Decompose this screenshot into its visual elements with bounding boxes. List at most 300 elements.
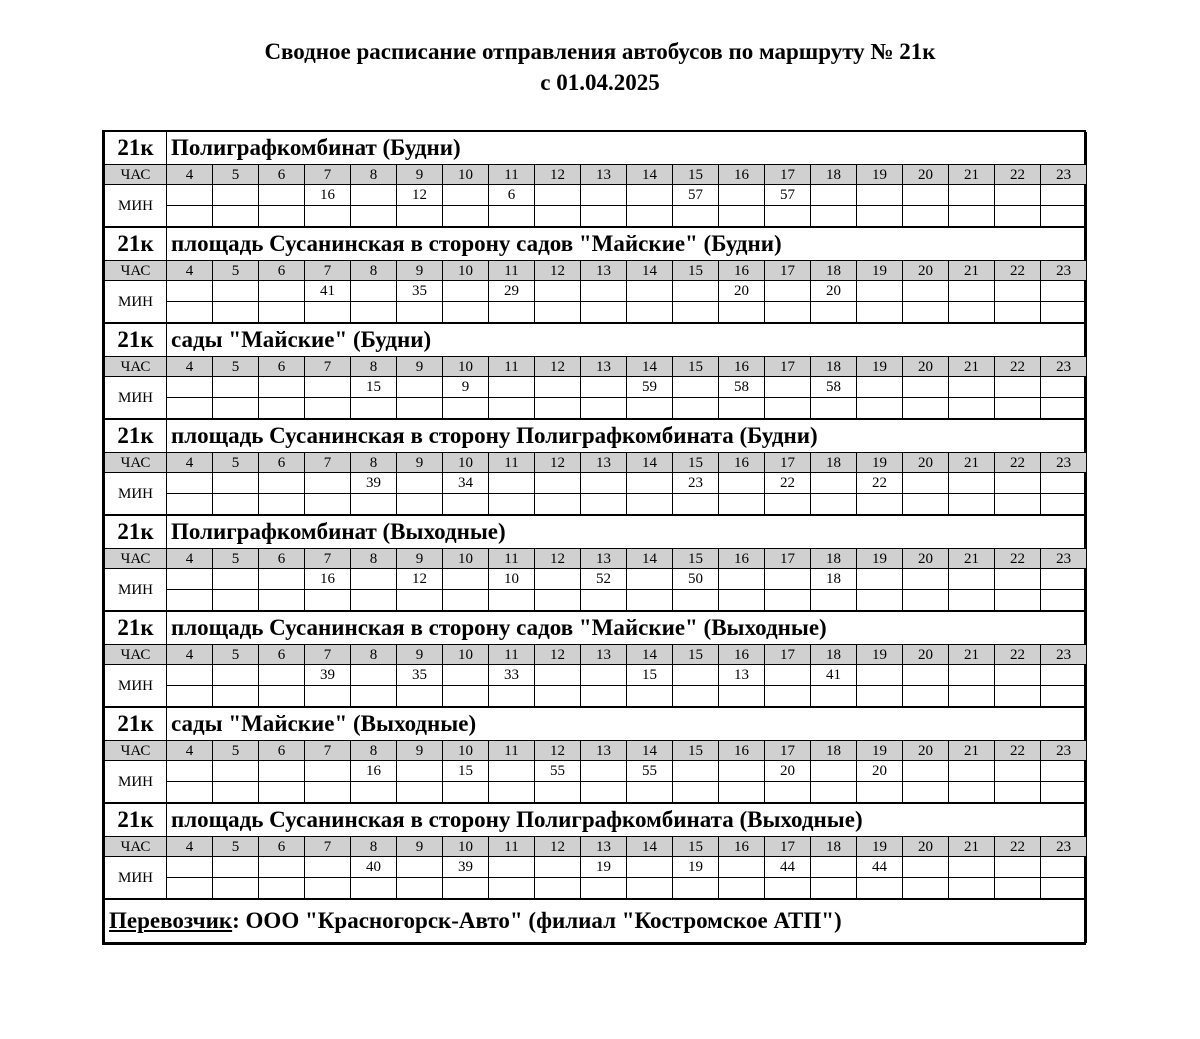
- hour-cell: 19: [857, 549, 903, 569]
- hour-cell: 6: [259, 837, 305, 857]
- minute-cell: [1041, 281, 1087, 302]
- minute-cell-empty: [351, 590, 397, 612]
- minute-cell: [535, 185, 581, 206]
- hour-cell: 9: [397, 645, 443, 665]
- minute-cell: [673, 377, 719, 398]
- minute-cell-empty: [765, 206, 811, 228]
- hour-cell: 4: [167, 453, 213, 473]
- minute-cell: [995, 281, 1041, 302]
- minute-cell-empty: [673, 686, 719, 708]
- minute-cell: [719, 857, 765, 878]
- minutes-row-extra: [105, 206, 1087, 228]
- minute-cell-empty: [765, 782, 811, 804]
- minute-cell-empty: [627, 494, 673, 516]
- minute-cell: [489, 761, 535, 782]
- minute-label: МИН: [105, 665, 167, 708]
- minute-cell-empty: [167, 686, 213, 708]
- minute-cell: [351, 185, 397, 206]
- minute-cell-empty: [811, 494, 857, 516]
- hour-cell: 13: [581, 261, 627, 281]
- hour-cell: 21: [949, 549, 995, 569]
- minute-cell-empty: [443, 782, 489, 804]
- minute-cell-empty: [719, 302, 765, 324]
- minute-cell-empty: [443, 878, 489, 900]
- hour-cell: 21: [949, 165, 995, 185]
- minutes-row: [105, 281, 1087, 302]
- minute-cell-empty: [811, 206, 857, 228]
- hour-cell: 18: [811, 261, 857, 281]
- hour-cell: 21: [949, 261, 995, 281]
- minute-cell-empty: [305, 878, 351, 900]
- minute-cell: [305, 473, 351, 494]
- minute-cell: [765, 569, 811, 590]
- hour-cell: 16: [719, 165, 765, 185]
- hour-cell: 12: [535, 261, 581, 281]
- stop-name: Полиграфкомбинат (Выходные): [167, 515, 1087, 549]
- minute-cell-empty: [305, 686, 351, 708]
- hour-cell: 9: [397, 741, 443, 761]
- hour-label: ЧАС: [105, 453, 167, 473]
- minutes-row-extra: [105, 686, 1087, 708]
- minute-cell-empty: [535, 302, 581, 324]
- minute-cell: 19: [581, 857, 627, 878]
- hour-cell: 12: [535, 453, 581, 473]
- minute-cell-empty: [627, 878, 673, 900]
- minute-cell-empty: [857, 686, 903, 708]
- hour-cell: 16: [719, 741, 765, 761]
- minute-cell-empty: [535, 686, 581, 708]
- minute-cell: [489, 473, 535, 494]
- hour-cell: 4: [167, 261, 213, 281]
- minute-cell: [489, 857, 535, 878]
- hour-cell: 23: [1041, 357, 1087, 377]
- minute-cell-empty: [857, 206, 903, 228]
- minute-cell-empty: [443, 590, 489, 612]
- minutes-row: [105, 473, 1087, 494]
- hour-cell: 9: [397, 837, 443, 857]
- minute-cell: [213, 569, 259, 590]
- hours-row: [105, 261, 1087, 281]
- hour-cell: 12: [535, 357, 581, 377]
- minute-cell: [397, 377, 443, 398]
- minute-cell-empty: [535, 590, 581, 612]
- minute-cell: [1041, 761, 1087, 782]
- hour-cell: 10: [443, 165, 489, 185]
- minute-cell-empty: [397, 494, 443, 516]
- hour-cell: 12: [535, 645, 581, 665]
- minute-cell-empty: [719, 494, 765, 516]
- minute-cell-empty: [903, 206, 949, 228]
- minute-cell-empty: [949, 782, 995, 804]
- hour-cell: 5: [213, 837, 259, 857]
- hour-cell: 6: [259, 261, 305, 281]
- minutes-row: [105, 665, 1087, 686]
- minute-cell-empty: [489, 494, 535, 516]
- hour-cell: 21: [949, 741, 995, 761]
- minute-label: МИН: [105, 761, 167, 804]
- hour-cell: 11: [489, 741, 535, 761]
- minute-cell: [259, 281, 305, 302]
- minute-cell: 58: [811, 377, 857, 398]
- hour-cell: 14: [627, 453, 673, 473]
- minute-cell-empty: [535, 398, 581, 420]
- hour-cell: 13: [581, 453, 627, 473]
- minute-cell: [995, 377, 1041, 398]
- minute-cell-empty: [351, 878, 397, 900]
- minute-cell-empty: [167, 782, 213, 804]
- hour-cell: 22: [995, 645, 1041, 665]
- minute-cell-empty: [489, 782, 535, 804]
- minute-cell: [995, 569, 1041, 590]
- minute-cell: [949, 665, 995, 686]
- minute-cell: [259, 569, 305, 590]
- minute-cell: [857, 665, 903, 686]
- minute-cell: 41: [811, 665, 857, 686]
- hour-cell: 7: [305, 741, 351, 761]
- minute-cell-empty: [949, 590, 995, 612]
- minute-label: МИН: [105, 185, 167, 228]
- hour-cell: 13: [581, 549, 627, 569]
- hour-cell: 5: [213, 549, 259, 569]
- hour-cell: 16: [719, 261, 765, 281]
- hour-cell: 17: [765, 453, 811, 473]
- minute-cell: 44: [765, 857, 811, 878]
- minute-cell: [903, 473, 949, 494]
- hour-cell: 17: [765, 165, 811, 185]
- hour-cell: 18: [811, 549, 857, 569]
- minute-cell: [903, 377, 949, 398]
- minute-cell-empty: [305, 782, 351, 804]
- minute-cell-empty: [305, 302, 351, 324]
- minute-cell-empty: [995, 590, 1041, 612]
- minute-cell: 55: [535, 761, 581, 782]
- hour-cell: 8: [351, 165, 397, 185]
- minute-cell: [673, 281, 719, 302]
- minute-cell-empty: [443, 686, 489, 708]
- minute-cell: [443, 185, 489, 206]
- hour-cell: 8: [351, 549, 397, 569]
- hour-cell: 4: [167, 837, 213, 857]
- minute-cell-empty: [627, 206, 673, 228]
- hour-cell: 11: [489, 837, 535, 857]
- hour-cell: 5: [213, 741, 259, 761]
- minute-cell: [857, 377, 903, 398]
- carrier-row: [105, 899, 1087, 943]
- minute-cell: [167, 761, 213, 782]
- hour-cell: 17: [765, 261, 811, 281]
- minute-cell-empty: [811, 686, 857, 708]
- minute-cell: 20: [719, 281, 765, 302]
- minute-cell-empty: [443, 302, 489, 324]
- minute-cell: [1041, 569, 1087, 590]
- minute-cell-empty: [213, 206, 259, 228]
- hour-cell: 20: [903, 837, 949, 857]
- minute-cell-empty: [719, 590, 765, 612]
- minute-cell: [811, 185, 857, 206]
- minute-cell: 22: [857, 473, 903, 494]
- hour-cell: 17: [765, 549, 811, 569]
- minute-cell: [259, 473, 305, 494]
- minute-cell-empty: [535, 782, 581, 804]
- hour-cell: 8: [351, 837, 397, 857]
- minute-cell: 10: [489, 569, 535, 590]
- hour-cell: 6: [259, 549, 305, 569]
- hour-cell: 15: [673, 261, 719, 281]
- route-number: 21к: [105, 419, 167, 453]
- hour-cell: 11: [489, 261, 535, 281]
- minute-cell: [857, 185, 903, 206]
- minute-cell-empty: [1041, 878, 1087, 900]
- minute-cell: [627, 185, 673, 206]
- route-number: 21к: [105, 132, 167, 165]
- minute-cell-empty: [443, 398, 489, 420]
- hour-cell: 8: [351, 453, 397, 473]
- minute-cell: [1041, 473, 1087, 494]
- minute-cell-empty: [535, 494, 581, 516]
- hour-cell: 14: [627, 549, 673, 569]
- route-number: 21к: [105, 611, 167, 645]
- minute-cell: [627, 857, 673, 878]
- hour-cell: 5: [213, 645, 259, 665]
- hour-cell: 5: [213, 357, 259, 377]
- minute-cell-empty: [259, 878, 305, 900]
- hour-cell: 14: [627, 837, 673, 857]
- hour-cell: 11: [489, 357, 535, 377]
- hour-cell: 22: [995, 165, 1041, 185]
- minute-cell-empty: [351, 686, 397, 708]
- minute-cell: 16: [351, 761, 397, 782]
- minute-cell-empty: [811, 878, 857, 900]
- hour-cell: 19: [857, 837, 903, 857]
- minute-cell: [903, 761, 949, 782]
- minute-cell-empty: [167, 590, 213, 612]
- minute-cell: 39: [351, 473, 397, 494]
- minute-cell: 6: [489, 185, 535, 206]
- hour-cell: 8: [351, 645, 397, 665]
- minute-cell: [213, 665, 259, 686]
- hours-row: [105, 741, 1087, 761]
- hour-label: ЧАС: [105, 549, 167, 569]
- minute-cell: 57: [765, 185, 811, 206]
- minute-cell: [305, 857, 351, 878]
- minute-cell-empty: [351, 206, 397, 228]
- minute-cell: [903, 569, 949, 590]
- minute-cell: 16: [305, 185, 351, 206]
- minute-cell-empty: [765, 398, 811, 420]
- minutes-row: [105, 377, 1087, 398]
- hour-cell: 4: [167, 549, 213, 569]
- hour-cell: 20: [903, 645, 949, 665]
- minute-cell: [397, 761, 443, 782]
- hour-cell: 20: [903, 165, 949, 185]
- hour-cell: 22: [995, 741, 1041, 761]
- minute-cell-empty: [397, 398, 443, 420]
- minute-cell: 41: [305, 281, 351, 302]
- hour-cell: 6: [259, 645, 305, 665]
- schedule-sheet: [102, 130, 1086, 945]
- minute-cell-empty: [995, 878, 1041, 900]
- minute-cell: 20: [765, 761, 811, 782]
- minute-cell: [995, 473, 1041, 494]
- hour-cell: 15: [673, 453, 719, 473]
- minute-cell-empty: [581, 878, 627, 900]
- hour-cell: 7: [305, 837, 351, 857]
- carrier-label: Перевозчик: [109, 908, 233, 933]
- title-line-1: Сводное расписание отправления автобусов по маршруту № 21к: [264, 39, 936, 64]
- minute-cell-empty: [811, 398, 857, 420]
- hour-cell: 23: [1041, 837, 1087, 857]
- hour-cell: 7: [305, 645, 351, 665]
- hour-cell: 22: [995, 357, 1041, 377]
- minute-cell: [719, 569, 765, 590]
- minute-cell-empty: [903, 782, 949, 804]
- hour-cell: 4: [167, 165, 213, 185]
- minute-cell-empty: [1041, 494, 1087, 516]
- minute-cell-empty: [305, 398, 351, 420]
- minute-cell-empty: [581, 590, 627, 612]
- minute-cell: [673, 665, 719, 686]
- hour-cell: 15: [673, 357, 719, 377]
- stop-name: сады "Майские" (Выходные): [167, 707, 1087, 741]
- minute-cell: [949, 377, 995, 398]
- minute-cell-empty: [259, 782, 305, 804]
- minute-cell-empty: [627, 686, 673, 708]
- minute-cell: [259, 377, 305, 398]
- hour-cell: 14: [627, 645, 673, 665]
- minute-cell: 29: [489, 281, 535, 302]
- route-number: 21к: [105, 323, 167, 357]
- minute-cell-empty: [627, 782, 673, 804]
- section-header: [105, 132, 1087, 165]
- minute-cell-empty: [903, 590, 949, 612]
- hour-cell: 12: [535, 837, 581, 857]
- minute-cell-empty: [673, 302, 719, 324]
- hour-cell: 4: [167, 357, 213, 377]
- hour-cell: 23: [1041, 549, 1087, 569]
- hour-cell: 19: [857, 645, 903, 665]
- minute-cell: [259, 761, 305, 782]
- hour-cell: 12: [535, 741, 581, 761]
- hours-row: [105, 453, 1087, 473]
- hour-cell: 11: [489, 549, 535, 569]
- minute-cell-empty: [397, 206, 443, 228]
- route-number: 21к: [105, 803, 167, 837]
- hour-cell: 19: [857, 741, 903, 761]
- minute-cell-empty: [489, 302, 535, 324]
- minute-cell-empty: [167, 302, 213, 324]
- minute-cell: [903, 281, 949, 302]
- hours-row: [105, 165, 1087, 185]
- hour-cell: 8: [351, 357, 397, 377]
- hour-cell: 13: [581, 165, 627, 185]
- minute-cell: [213, 185, 259, 206]
- minute-cell: [351, 569, 397, 590]
- minute-cell: 34: [443, 473, 489, 494]
- minute-cell-empty: [949, 398, 995, 420]
- hour-cell: 20: [903, 261, 949, 281]
- minute-cell-empty: [489, 206, 535, 228]
- minute-cell: 12: [397, 569, 443, 590]
- minute-cell: [1041, 857, 1087, 878]
- minute-cell: [167, 857, 213, 878]
- minutes-row: [105, 569, 1087, 590]
- hour-cell: 18: [811, 453, 857, 473]
- hour-cell: 23: [1041, 165, 1087, 185]
- hour-cell: 19: [857, 357, 903, 377]
- minute-cell: 33: [489, 665, 535, 686]
- minute-cell-empty: [397, 590, 443, 612]
- hour-label: ЧАС: [105, 837, 167, 857]
- minute-cell: [443, 665, 489, 686]
- minute-cell: [1041, 377, 1087, 398]
- hour-cell: 14: [627, 741, 673, 761]
- minute-cell-empty: [719, 878, 765, 900]
- minute-cell: [213, 761, 259, 782]
- stop-name: сады "Майские" (Будни): [167, 323, 1087, 357]
- hour-label: ЧАС: [105, 261, 167, 281]
- minute-cell: [489, 377, 535, 398]
- hour-cell: 18: [811, 837, 857, 857]
- minute-cell: [305, 761, 351, 782]
- minute-cell: 39: [305, 665, 351, 686]
- minute-cell: [673, 761, 719, 782]
- hours-row: [105, 837, 1087, 857]
- hour-cell: 13: [581, 645, 627, 665]
- minute-cell: [949, 761, 995, 782]
- minute-cell-empty: [351, 398, 397, 420]
- hour-cell: 4: [167, 741, 213, 761]
- hour-cell: 15: [673, 645, 719, 665]
- minute-cell-empty: [1041, 398, 1087, 420]
- minute-cell: 35: [397, 281, 443, 302]
- minute-cell: [213, 281, 259, 302]
- stop-name: площадь Сусанинская в сторону Полиграфкомбината (Выходные): [167, 803, 1087, 837]
- minute-cell: [719, 761, 765, 782]
- carrier-info: [105, 899, 1087, 943]
- hour-cell: 15: [673, 549, 719, 569]
- minute-label: МИН: [105, 473, 167, 516]
- hour-cell: 7: [305, 165, 351, 185]
- hour-cell: 9: [397, 549, 443, 569]
- minute-cell-empty: [1041, 590, 1087, 612]
- minute-cell: 40: [351, 857, 397, 878]
- minute-cell-empty: [949, 686, 995, 708]
- minute-cell: [259, 857, 305, 878]
- minute-cell: [305, 377, 351, 398]
- minutes-row-extra: [105, 398, 1087, 420]
- hour-cell: 6: [259, 165, 305, 185]
- minute-cell-empty: [443, 206, 489, 228]
- minute-cell: [765, 665, 811, 686]
- minute-cell: 9: [443, 377, 489, 398]
- minute-cell: [535, 281, 581, 302]
- hour-cell: 8: [351, 741, 397, 761]
- hour-cell: 17: [765, 357, 811, 377]
- minute-cell-empty: [581, 494, 627, 516]
- minute-cell: [995, 761, 1041, 782]
- minute-cell: 15: [443, 761, 489, 782]
- minute-cell-empty: [903, 302, 949, 324]
- hour-cell: 17: [765, 837, 811, 857]
- minute-cell-empty: [811, 590, 857, 612]
- minute-cell: [903, 185, 949, 206]
- minute-cell: [949, 185, 995, 206]
- minute-cell-empty: [903, 398, 949, 420]
- minute-cell: 52: [581, 569, 627, 590]
- hours-row: [105, 549, 1087, 569]
- minute-cell-empty: [719, 782, 765, 804]
- hour-cell: 23: [1041, 645, 1087, 665]
